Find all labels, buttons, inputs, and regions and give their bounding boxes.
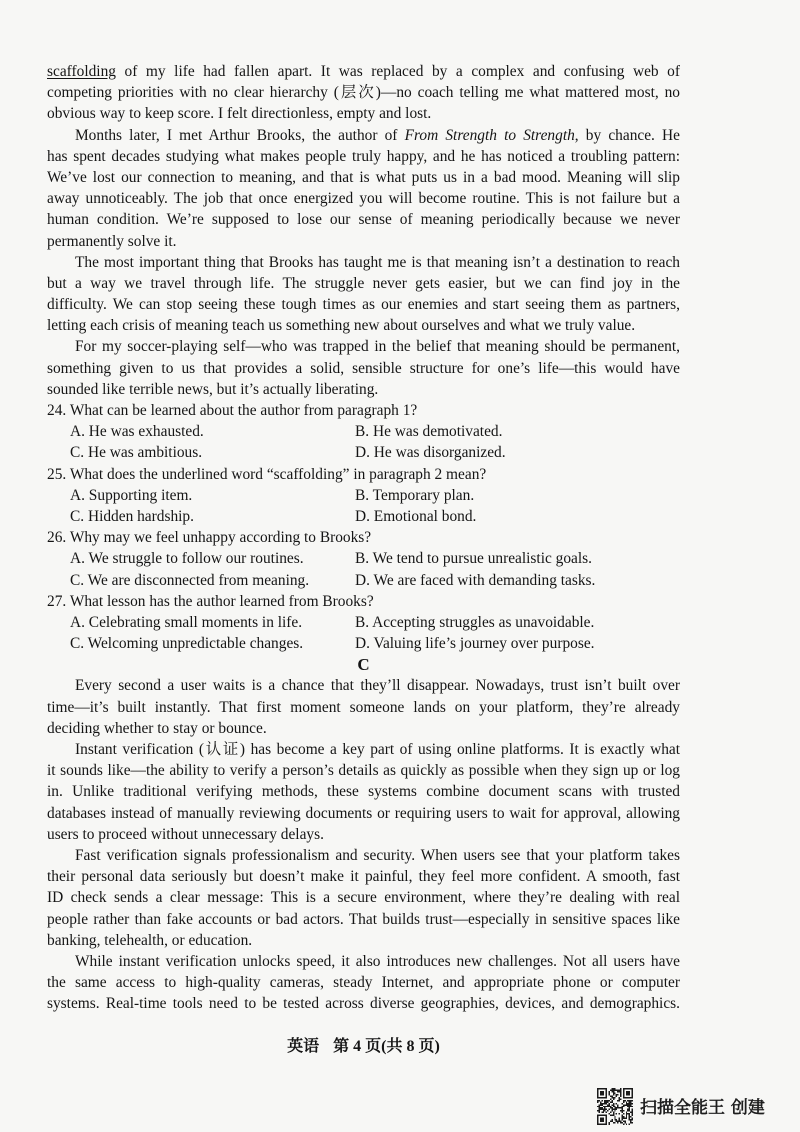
paragraph-line xyxy=(47,61,680,82)
option-c: C. We are disconnected from meaning. xyxy=(70,571,310,589)
question-27 xyxy=(47,591,680,655)
question-stem xyxy=(47,464,680,485)
question-24 xyxy=(47,400,680,464)
option-d: D. He was disorganized. xyxy=(355,444,506,462)
option-c: C. He was ambitious. xyxy=(70,444,203,462)
question-stem xyxy=(47,527,680,548)
line-text: of my life had fallen apart. It was replaced by a complex and confusing web of xyxy=(115,63,680,80)
passage-c-paragraph-4 xyxy=(47,951,680,1015)
paragraph-line: Every second a user waits is a chance that they’ll disappear. Nowadays, trust isn’t built over xyxy=(75,677,680,695)
option-row xyxy=(47,633,680,654)
paragraph-line: Fast verification signals professionalism and security. When users see that your platform takes xyxy=(75,846,680,864)
passage-c xyxy=(47,654,680,1014)
question-text: What can be learned about the author from paragraph 1? xyxy=(69,402,418,419)
option-b: B. Temporary plan. xyxy=(355,486,475,504)
paragraph-line: obvious way to keep score. I felt directionless, empty and lost. xyxy=(47,105,432,123)
question-number: 25. xyxy=(47,465,67,483)
paragraph-line: difficulty. We can stop seeing these tough times as our enemies and start seeing them as partners, xyxy=(47,296,680,314)
option-b: B. We tend to pursue unrealistic goals. xyxy=(355,550,592,568)
paragraph-line: time—it’s built instantly. That first moment someone lands on your platform, they’re already xyxy=(47,698,680,716)
option-d: D. Valuing life’s journey over purpose. xyxy=(355,635,595,653)
paragraph-line: systems. Real-time tools need to be tested across diverse geographies, devices, and demographics. xyxy=(47,995,680,1013)
question-stem xyxy=(47,591,680,612)
paragraph-line: We’ve lost our connection to meaning, and that is what puts us in a bad mood. Meaning will slip xyxy=(47,168,680,186)
option-b: B. He was demotivated. xyxy=(355,423,503,441)
question-25 xyxy=(47,464,680,528)
option-a: A. He was exhausted. xyxy=(70,423,204,441)
option-row xyxy=(47,570,680,591)
option-c: C. Welcoming unpredictable changes. xyxy=(70,635,304,653)
question-text: Why may we feel unhappy according to Brooks? xyxy=(69,529,372,547)
paragraph-line: something given to us that provides a solid, sensible structure for one’s life—this would have xyxy=(47,359,680,377)
subject-label: 英语 xyxy=(287,1038,320,1055)
paragraph-line: Instant verification (认证) has become a key part of using online platforms. It is exactly what xyxy=(75,741,680,758)
paragraph-line: banking, telehealth, or education. xyxy=(47,931,253,949)
option-a: A. Supporting item. xyxy=(70,486,193,504)
option-a: A. We struggle to follow our routines. xyxy=(70,550,304,568)
option-b: B. Accepting struggles as unavoidable. xyxy=(355,613,595,631)
paragraph-line: away unnoticeably. The job that once energized you will become routine. This is not failure but a xyxy=(47,190,680,208)
paragraph-line: databases instead of manually reviewing documents or requiring users to wait for approval, allowing xyxy=(47,804,680,822)
question-number: 27. xyxy=(47,592,67,610)
line-text: Months later, I met Arthur Brooks, the author of xyxy=(75,126,405,144)
option-d: D. Emotional bond. xyxy=(355,507,477,525)
page-footer xyxy=(47,1036,680,1058)
paragraph-line: permanently solve it. xyxy=(47,232,177,250)
qr-code-icon xyxy=(597,1088,633,1125)
option-row xyxy=(47,421,680,442)
underlined-word: scaffolding xyxy=(47,63,116,80)
option-row xyxy=(47,485,680,506)
option-row xyxy=(47,612,680,633)
question-text: What does the underlined word “scaffolding” in paragraph 2 mean? xyxy=(69,465,487,483)
paragraph-line xyxy=(47,125,680,146)
option-d: D. We are faced with demanding tasks. xyxy=(355,571,596,589)
passage-b-paragraph-2 xyxy=(47,125,680,252)
paragraph-line: the same access to high-quality cameras, steady Internet, and appropriate phone or computer xyxy=(47,974,680,992)
paragraph-line: ID check sends a clear message: This is a secure environment, where they’re dealing with real xyxy=(47,889,680,907)
passage-c-paragraph-2 xyxy=(47,739,680,845)
paragraph-line: their personal data seriously but doesn’t make it painful, they feel more confident. A smooth, fast xyxy=(47,868,680,886)
passage-b-paragraph-4 xyxy=(47,336,680,400)
question-number: 24. xyxy=(47,402,67,419)
option-row xyxy=(47,506,680,527)
paragraph-line: human condition. We’re supposed to lose our sense of meaning periodically because we never xyxy=(47,211,680,229)
paragraph-line: letting each crisis of meaning teach us something new about ourselves and what we truly value. xyxy=(47,317,636,335)
question-text: What lesson has the author learned from Brooks? xyxy=(69,592,374,610)
option-row xyxy=(47,548,680,569)
passage-b-paragraph-1 xyxy=(47,61,680,125)
paragraph-line: competing priorities with no clear hierarchy (层次)—no coach telling me what mattered most, no xyxy=(47,84,680,102)
passage-b xyxy=(47,61,680,400)
paragraph-line: it sounds like—the ability to verify a person’s details as quickly as possible when they sign up or log xyxy=(47,762,680,780)
paragraph-line: deciding whether to stay or bounce. xyxy=(47,719,267,737)
question-stem xyxy=(47,400,680,421)
text-column xyxy=(47,61,680,1014)
passage-c-paragraph-3 xyxy=(47,845,680,951)
section-heading: C xyxy=(357,655,370,675)
option-row xyxy=(47,442,680,463)
question-number: 26. xyxy=(47,529,67,547)
page-number: 第 4 页(共 8 页) xyxy=(333,1038,440,1055)
passage-b-paragraph-3 xyxy=(47,252,680,337)
paragraph-line: The most important thing that Brooks has taught me is that meaning isn’t a destination to reach xyxy=(75,253,680,271)
paragraph-line: has spent decades studying what makes people truly happy, and he has noticed a troubling pattern: xyxy=(47,147,680,165)
option-a: A. Celebrating small moments in life. xyxy=(70,613,303,631)
watermark-text: 扫描全能王 创建 xyxy=(640,1098,765,1118)
paragraph-line: sounded like terrible news, but it’s actually liberating. xyxy=(47,380,379,398)
paragraph-line: in. Unlike traditional verifying methods, these systems combine document scans with trusted xyxy=(47,783,680,801)
paragraph-line: While instant verification unlocks speed, it also introduces new challenges. Not all users have xyxy=(75,952,680,970)
line-text: , by chance. He xyxy=(574,126,680,144)
option-c: C. Hidden hardship. xyxy=(70,507,194,525)
passage-c-paragraph-1 xyxy=(47,675,680,739)
paragraph-line: users to proceed without unnecessary delays. xyxy=(47,825,324,843)
book-title: From Strength to Strength xyxy=(404,126,575,144)
paragraph-line: people rather than fake accounts or bad actors. That builds trust—especially in sensitive spaces like xyxy=(47,910,680,928)
question-26 xyxy=(47,527,680,591)
paragraph-line: but a way we travel through life. The struggle never gets easier, but we can find joy in the xyxy=(47,274,680,292)
paragraph-line: For my soccer-playing self—who was trapped in the belief that meaning should be permanent, xyxy=(75,338,680,356)
